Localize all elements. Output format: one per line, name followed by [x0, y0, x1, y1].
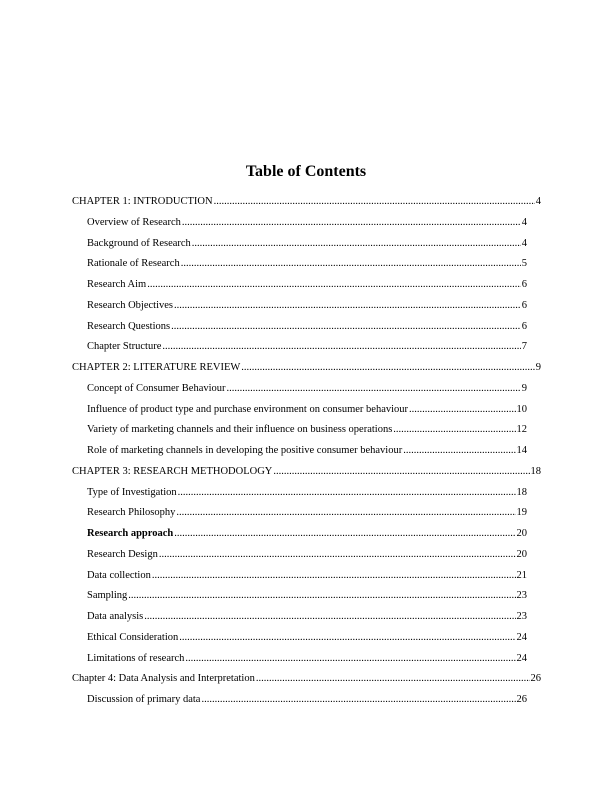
toc-entry-label: Role of marketing channels in developing the positive consumer behaviour [87, 445, 403, 456]
toc-page-number: 18 [516, 486, 527, 498]
toc-page-number: 9 [521, 382, 527, 394]
toc-dot-leader [256, 672, 530, 686]
toc-dot-leader [147, 278, 521, 292]
toc-section-entry[interactable] [87, 278, 527, 292]
toc-dot-leader [201, 693, 515, 707]
toc-entry-label: Concept of Consumer Behaviour [87, 382, 226, 394]
toc-page-number: 6 [521, 320, 527, 332]
toc-entry-label: Data analysis [87, 611, 144, 622]
toc-dot-leader [171, 320, 521, 334]
toc-section-entry[interactable] [87, 423, 527, 437]
toc-page-number: 26 [530, 673, 541, 685]
toc-page-number: 6 [521, 299, 527, 311]
toc-section-entry[interactable] [87, 382, 527, 396]
toc-entry-label: Sampling [87, 590, 128, 602]
toc-section-entry[interactable] [87, 527, 527, 541]
toc-section-entry[interactable] [87, 444, 527, 458]
toc-entry-label: Research Questions [87, 320, 171, 332]
toc-chapter-entry[interactable] [72, 672, 541, 686]
toc-section-entry[interactable] [87, 610, 527, 624]
toc-entry-label: CHAPTER 1: INTRODUCTION [72, 196, 213, 207]
toc-section-entry[interactable] [87, 486, 527, 500]
toc-section-entry[interactable] [87, 548, 527, 562]
toc-section-entry[interactable] [87, 340, 527, 354]
toc-dot-leader [409, 403, 515, 417]
toc-section-entry[interactable] [87, 589, 527, 603]
toc-page-number: 18 [530, 465, 541, 477]
toc-page-number: 7 [521, 341, 527, 353]
toc-entry-label: Influence of product type and purchase environment on consumer behaviour [87, 403, 409, 415]
toc-page-number: 14 [516, 445, 527, 456]
toc-entry-label: Research Objectives [87, 299, 174, 311]
toc-section-entry[interactable] [87, 652, 527, 666]
toc-dot-leader [176, 506, 515, 520]
toc-page-number: 19 [516, 507, 527, 519]
toc-page-number: 20 [516, 548, 527, 560]
toc-dot-leader [174, 527, 515, 541]
toc-dot-leader [162, 340, 520, 354]
toc-dot-leader [152, 569, 516, 583]
toc-section-entry[interactable] [87, 631, 527, 645]
toc-section-entry[interactable] [87, 216, 527, 230]
toc-page-number: 6 [521, 279, 527, 290]
toc-section-entry[interactable] [87, 403, 527, 417]
toc-entry-label: Research Design [87, 548, 158, 560]
toc-page-number: 12 [516, 424, 527, 436]
toc-chapter-entry[interactable] [72, 465, 541, 479]
toc-entry-label: Chapter 4: Data Analysis and Interpretation [72, 673, 255, 685]
toc-entry-label: Research approach [87, 528, 174, 539]
toc-entry-label: Research Philosophy [87, 507, 176, 519]
toc-dot-leader [174, 299, 521, 313]
toc-dot-leader [214, 195, 535, 209]
toc-section-entry[interactable] [87, 320, 527, 334]
toc-dot-leader [393, 423, 515, 437]
toc-entry-label: Discussion of primary data [87, 694, 201, 705]
toc-dot-leader [128, 589, 515, 603]
toc-entry-label: Rationale of Research [87, 258, 180, 270]
toc-entry-label: CHAPTER 2: LITERATURE REVIEW [72, 362, 241, 373]
toc-entry-label: Chapter Structure [87, 341, 162, 353]
toc-dot-leader [178, 486, 516, 500]
toc-dot-leader [403, 444, 515, 458]
toc-entry-label: Variety of marketing channels and their influence on business operations [87, 424, 393, 436]
toc-page-number: 9 [535, 362, 541, 373]
toc-entry-label: Background of Research [87, 237, 191, 249]
toc-section-entry[interactable] [87, 569, 527, 583]
toc-section-entry[interactable] [87, 693, 527, 707]
toc-dot-leader [144, 610, 515, 624]
toc-entry-label: Ethical Consideration [87, 631, 179, 643]
toc-page-number: 10 [516, 403, 527, 415]
toc-dot-leader [192, 237, 521, 251]
toc-page-number: 4 [521, 216, 527, 228]
toc-entry-label: Research Aim [87, 279, 147, 290]
toc-page-number: 21 [516, 569, 527, 581]
toc-dot-leader [179, 631, 515, 645]
toc-page-number: 23 [516, 611, 527, 622]
toc-dot-leader [181, 257, 521, 271]
toc-page-number: 4 [521, 237, 527, 249]
toc-dot-leader [241, 361, 534, 375]
toc-section-entry[interactable] [87, 257, 527, 271]
toc-entry-label: Type of Investigation [87, 486, 177, 498]
toc-entry-label: Limitations of research [87, 652, 185, 664]
toc-chapter-entry[interactable] [72, 195, 541, 209]
toc-page-number: 20 [516, 528, 527, 539]
toc-entry-label: Data collection [87, 569, 151, 581]
toc-page-number: 24 [516, 652, 527, 664]
toc-section-entry[interactable] [87, 237, 527, 251]
toc-dot-leader [185, 652, 515, 666]
toc-chapter-entry[interactable] [72, 361, 541, 375]
toc-entry-label: CHAPTER 3: RESEARCH METHODOLOGY [72, 465, 273, 477]
toc-section-entry[interactable] [87, 506, 527, 520]
toc-page-number: 24 [516, 631, 527, 643]
toc-dot-leader [227, 382, 521, 396]
toc-page-number: 5 [521, 258, 527, 270]
toc-entry-label: Overview of Research [87, 216, 181, 228]
toc-page-number: 26 [516, 694, 527, 705]
toc-page-number: 4 [535, 196, 541, 207]
toc-dot-leader [273, 465, 529, 479]
toc-section-entry[interactable] [87, 299, 527, 313]
toc-dot-leader [159, 548, 516, 562]
toc-dot-leader [182, 216, 521, 230]
page-title: Table of Contents [245, 163, 367, 180]
toc-page-number: 23 [516, 590, 527, 602]
